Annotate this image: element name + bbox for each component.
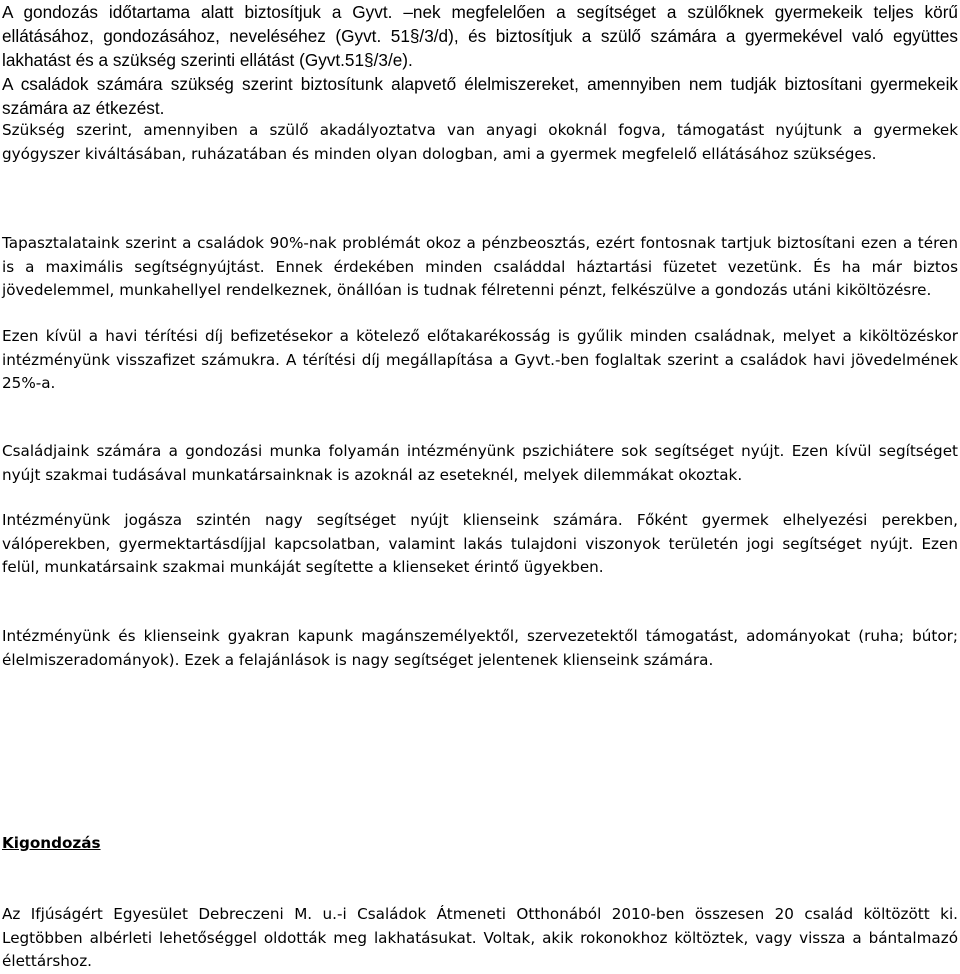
paragraph-lawyer: Intézményünk jogásza szintén nagy segítséget nyújt klienseink számára. Főként gyermek elhelyezési perekben, válóperekben, gyermektartásdíjjal kapcsolatban, valamint lakás tulajdoni viszonyok területén jogi segítséget nyújt. Ezen felül, munkatársaink szakmai munkáját segítette a klienseket érintő ügyekben. <box>2 511 958 576</box>
paragraph-money-management: Tapasztalataink szerint a családok 90%-nak problémát okoz a pénzbeosztás, ezért fontosnak tartjuk biztosítani ezen a téren is a maximális segítségnyújtást. Ennek érdekében minden családdal háztartási füzetet vezetünk. És ha már biztos jövedelemmel, munkahellyel rendelkeznek, önállóan is tudnak félretenni pénzt, felkészülve a gondozás utáni kiköltözésre. <box>2 234 958 299</box>
paragraph-care-support: A gondozás időtartama alatt biztosítjuk a Gyvt. –nek megfelelően a segítséget a szülőknek gyermekeik teljes körű ellátásához, gondozásához, neveléséhez (Gyvt. 51§/3/d), és biztosítjuk a szülő számára a gyermekével való együttes lakhatást és a szükség szerinti ellátást (Gyvt.51§/3/e). <box>2 2 958 70</box>
paragraph-savings-fee: Ezen kívül a havi térítési díj befizetésekor a kötelező előtakarékosság is gyűlik minden családnak, melyet a kiköltözéskor intézményünk visszafizet számukra. A térítési díj megállapítása a Gyvt.-ben foglaltak szerint a családok havi jövedelmének 25%-a. <box>2 327 958 392</box>
paragraph-donations: Intézményünk és klienseink gyakran kapunk magánszemélyektől, szervezetektől támogatást, adományokat (ruha; bútor; élelmiszeradományok). Ezek a felajánlások is nagy segítséget jelentenek klienseink számára. <box>2 627 958 669</box>
section-heading-kigondozas: Kigondozás <box>2 834 101 852</box>
paragraph-move-out-summary: Az Ifjúságért Egyesület Debreczeni M. u.-i Családok Átmeneti Otthonából 2010-ben összesen 20 család költözött ki. Legtöbben albérleti lehetőséggel oldották meg lakhatásukat. Voltak, akik rokonokhoz költöztek, vagy vissza a bántalmazó élettárshoz. <box>2 905 958 970</box>
paragraph-medicine-clothing-support: Szükség szerint, amennyiben a szülő akadályoztatva van anyagi okoknál fogva, támogatást nyújtunk a gyermekek gyógyszer kiváltásában, ruházatában és minden olyan dologban, ami a gyermek megfelelő ellátásához szükséges. <box>2 121 958 163</box>
paragraph-food-support: A családok számára szükség szerint biztosítunk alapvető élelmiszereket, amennyiben nem tudják biztosítani gyermekeik számára az étkezést. <box>2 74 958 118</box>
paragraph-psychiatrist: Családjaink számára a gondozási munka folyamán intézményünk pszichiátere sok segítséget nyújt. Ezen kívül segítséget nyújt szakmai tudásával munkatársainknak is azoknál az eseteknél, melyek dilemmákat okoztak. <box>2 442 958 484</box>
